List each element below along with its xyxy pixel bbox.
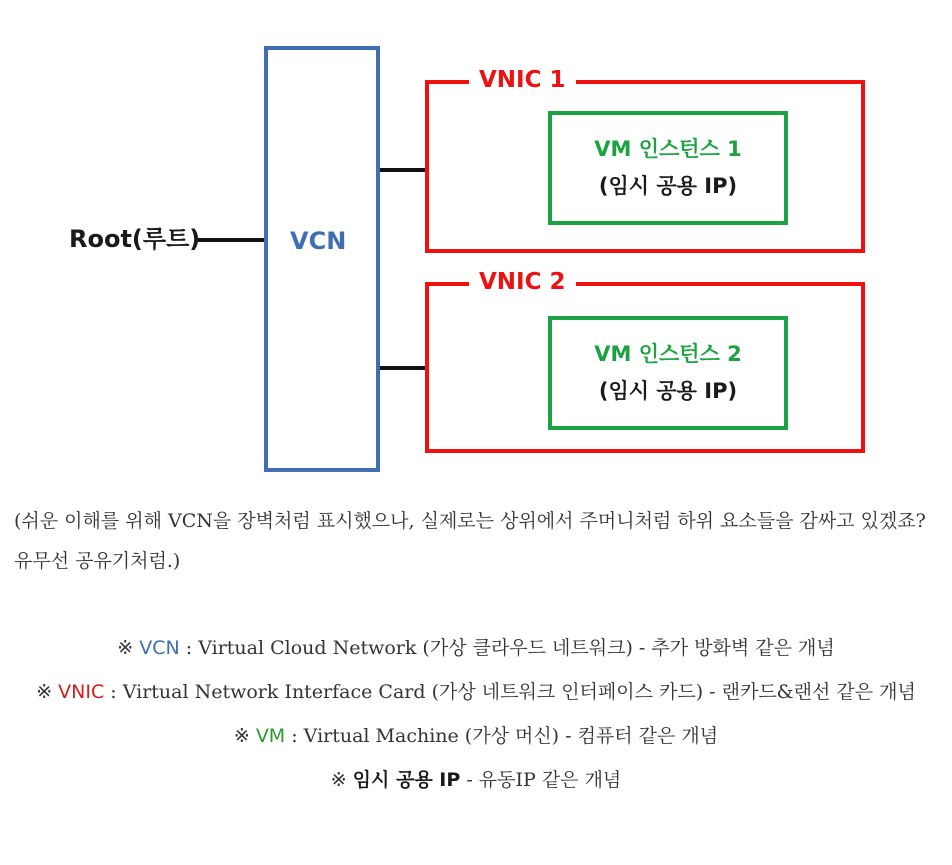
legend-row-vcn: [10, 626, 942, 670]
legend-mark: ※: [330, 769, 347, 791]
legend-desc-vm: : Virtual Machine (가상 머신) - 컴퓨터 같은 개념: [285, 725, 719, 747]
legend-mark: ※: [36, 681, 53, 703]
vnic-2-title: VNIC 2: [469, 271, 576, 294]
vm-instance-2-subtitle: (임시 공용 IP): [598, 379, 738, 403]
legend-row-vm: [10, 714, 942, 758]
legend: [10, 626, 942, 802]
legend-term-vm: VM: [255, 725, 286, 747]
legend-desc-vnic: : Virtual Network Interface Card (가상 네트워크 인터페이스 카드) - 랜카드&랜선 같은 개념: [104, 681, 916, 703]
vm-instance-1-subtitle: (임시 공용 IP): [598, 174, 738, 198]
legend-row-public-ip: [10, 758, 942, 802]
legend-mark: ※: [117, 637, 134, 659]
vcn-box: [264, 46, 380, 472]
vcn-label: VCN: [290, 227, 347, 255]
vcn-to-vnic-2-connector: [380, 366, 427, 370]
legend-desc-public-ip: - 유동IP 같은 개념: [460, 769, 622, 791]
vnic-1-title: VNIC 1: [469, 69, 576, 92]
vm-instance-2-title: VM 인스턴스 2: [594, 342, 742, 366]
vm-instance-1-title: VM 인스턴스 1: [594, 137, 742, 161]
vm-instance-2-box: [548, 316, 788, 430]
vm-instance-1-box: [548, 111, 788, 225]
legend-desc-vcn: : Virtual Cloud Network (가상 클라우드 네트워크) - 추가 방화벽 같은 개념: [179, 637, 835, 659]
vcn-to-vnic-1-connector: [380, 168, 427, 172]
root-label: Root(루트): [69, 225, 201, 253]
root-to-vcn-connector: [197, 238, 267, 242]
legend-mark: ※: [233, 725, 250, 747]
legend-row-vnic: [10, 670, 942, 714]
legend-term-vnic: VNIC: [58, 681, 105, 703]
legend-term-vcn: VCN: [139, 637, 180, 659]
legend-term-public-ip: 임시 공용 IP: [352, 769, 461, 791]
explanation-note: (쉬운 이해를 위해 VCN을 장벽처럼 표시했으나, 실제로는 상위에서 주머니처럼 하위 요소들을 감싸고 있겠죠? 유무선 공유기처럼.): [14, 510, 926, 572]
